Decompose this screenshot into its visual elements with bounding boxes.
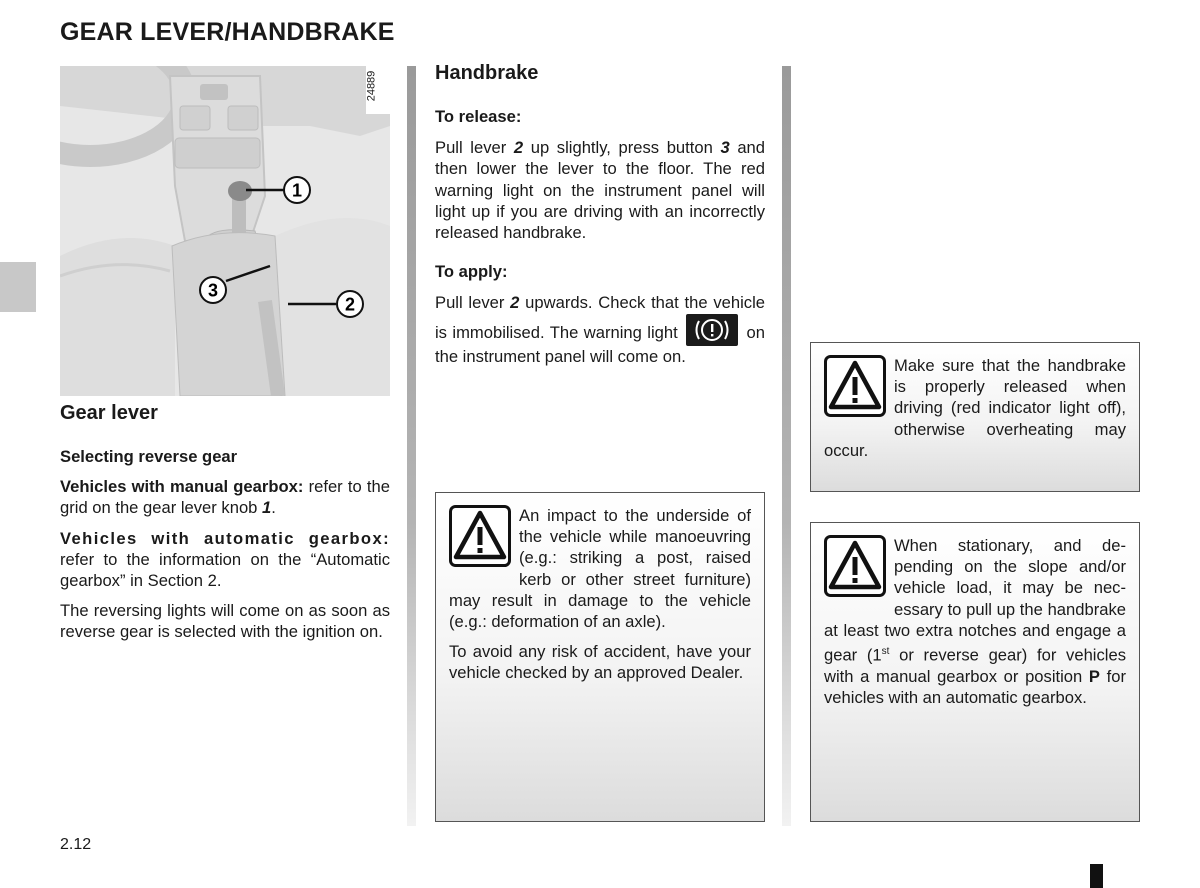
page-title: GEAR LEVER/HANDBRAKE bbox=[60, 18, 395, 46]
warning-box-stationary bbox=[810, 522, 1140, 822]
release-subheading: To release: bbox=[435, 107, 522, 126]
section-tab bbox=[0, 262, 36, 312]
automatic-gearbox-text: refer to the information on the “Automatic gearbox” in Section 2. bbox=[60, 549, 390, 591]
stationary-sup: st bbox=[881, 646, 890, 658]
impact-warning-text: An impact to the underside of the vehicle while manoeuvring (e.g.: striking a post, raised kerb or other street furniture) may result in damage to the vehicle (e.g.: deformation of an axle). bbox=[449, 506, 751, 632]
ref-lever: 2 bbox=[513, 138, 524, 158]
apply-subheading: To apply: bbox=[435, 262, 508, 282]
manual-gearbox-label: Vehicles with manual gearbox: bbox=[60, 477, 304, 497]
callout-3 bbox=[200, 277, 226, 303]
handbrake-warning-icon bbox=[686, 314, 738, 346]
column-divider bbox=[782, 66, 791, 826]
position-p: P bbox=[1088, 666, 1100, 686]
page-number: 2.12 bbox=[60, 836, 92, 853]
automatic-gearbox-label: Vehicles with automatic gearbox: bbox=[60, 528, 390, 548]
stationary-text-a: When stationary, and depending on the slope and/or vehicle load, it may be necessary to pull up the handbrake at least two extra notches and engage a gear (1 bbox=[824, 536, 1126, 665]
apply-text-a: Pull lever bbox=[435, 293, 511, 313]
figure-reference bbox=[366, 66, 390, 114]
callout-label: 3 bbox=[207, 280, 219, 301]
warning-box-release bbox=[810, 342, 1140, 492]
figure-reference-number: 24889 bbox=[365, 70, 378, 102]
apply-paragraph bbox=[435, 292, 765, 366]
ref-button: 3 bbox=[720, 138, 730, 158]
automatic-gearbox-paragraph bbox=[60, 528, 390, 592]
impact-advice-text: To avoid any risk of accident, have your vehicle checked by an approved Dealer. bbox=[449, 642, 751, 683]
gear-lever-illustration bbox=[60, 66, 390, 396]
ref-lever-apply: 2 bbox=[510, 293, 520, 313]
stationary-text-b: or reverse gear) for vehicles with a manual gearbox or position bbox=[824, 645, 1126, 686]
release-text-b: up slightly, press button bbox=[523, 138, 721, 158]
manual-gearbox-paragraph bbox=[60, 476, 390, 518]
reverse-gear-subheading: Selecting reverse gear bbox=[60, 447, 238, 466]
corner-marker bbox=[1090, 864, 1103, 888]
column-divider bbox=[407, 66, 416, 826]
callout-1 bbox=[284, 177, 310, 203]
release-paragraph bbox=[435, 137, 765, 243]
gear-lever-section bbox=[60, 446, 390, 652]
release-text-a: Pull lever bbox=[435, 138, 514, 158]
stationary-text-c: for vehicles with an automatic gearbox. bbox=[824, 666, 1126, 707]
handbrake-heading: Handbrake bbox=[435, 62, 539, 84]
callout-label: 1 bbox=[291, 180, 303, 201]
manual-gearbox-text: refer to the grid on the gear lever knob bbox=[60, 477, 390, 518]
release-warning-text: Make sure that the handbrake is properly released when driving (red indicator light off), otherwise overheating may occur. bbox=[824, 356, 1126, 460]
callout-2 bbox=[337, 291, 363, 317]
gear-lever-heading: Gear lever bbox=[60, 402, 158, 424]
apply-text-b: upwards. Check that the vehicle is immobilised. The warning light bbox=[435, 293, 765, 342]
warning-triangle-icon bbox=[824, 355, 886, 417]
manual-gearbox-end: . bbox=[271, 498, 276, 518]
warning-triangle-icon bbox=[824, 535, 886, 597]
release-text-c: and then lower the lever to the floor. The red warning light on the instrument panel will light up if you are driving with an incorrectly released handbrake. bbox=[435, 138, 766, 243]
ref-knob: 1 bbox=[262, 498, 272, 518]
callout-label: 2 bbox=[344, 294, 356, 315]
warning-box-impact bbox=[435, 492, 765, 822]
reversing-lights-paragraph: The reversing lights will come on as soon as reverse gear is selected with the ignition on. bbox=[60, 601, 390, 642]
apply-text-c: on the instrument panel will come on. bbox=[435, 322, 765, 366]
warning-triangle-icon bbox=[449, 505, 511, 567]
handbrake-section bbox=[435, 106, 765, 385]
